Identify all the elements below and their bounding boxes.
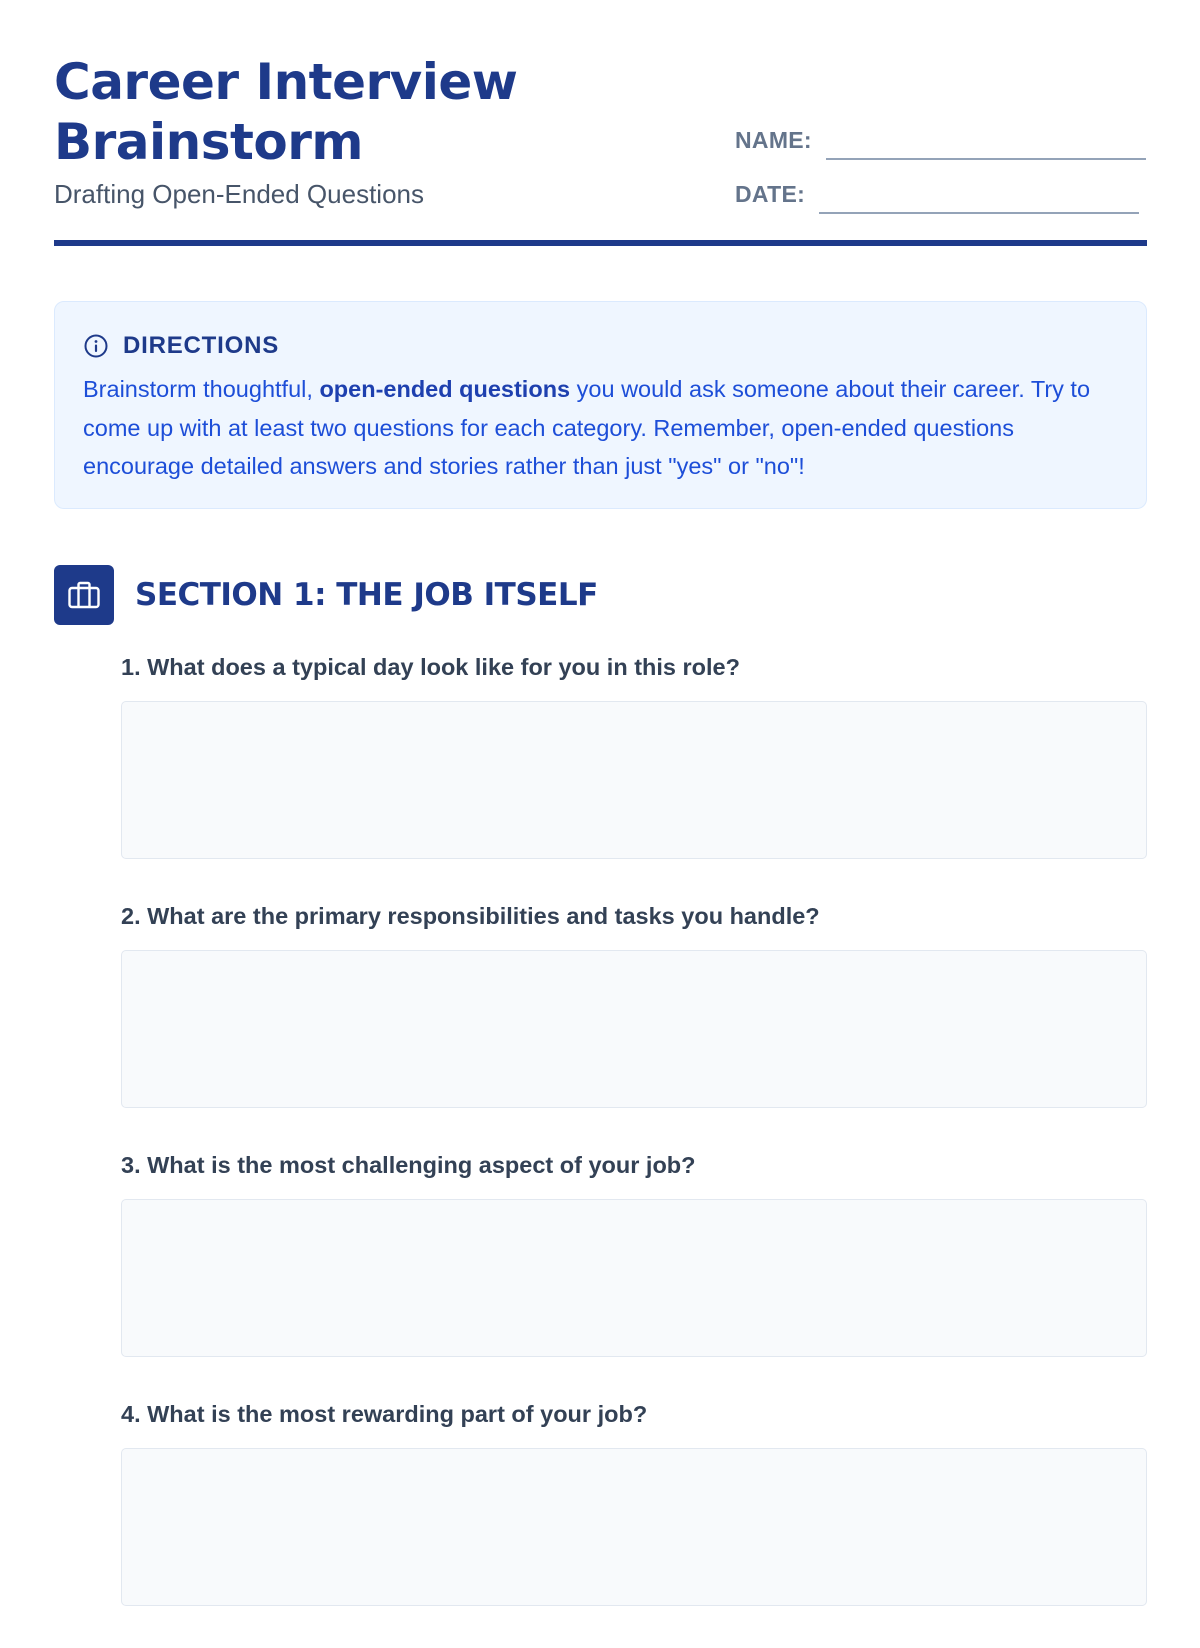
name-field: [735, 126, 1146, 154]
directions-header: [83, 330, 1118, 362]
directions-box: [54, 301, 1147, 509]
date-input-line[interactable]: [819, 212, 1139, 214]
question-label: 2. What are the primary responsibilities and tasks you handle?: [121, 903, 820, 929]
question-item: [121, 652, 1147, 859]
answer-box[interactable]: [121, 1199, 1147, 1357]
page-title: Career Interview Brainstorm: [54, 53, 518, 171]
section-1-title: SECTION 1: THE JOB ITSELF: [135, 577, 598, 613]
answer-box[interactable]: [121, 701, 1147, 859]
directions-text-before: Brainstorm thoughtful,: [83, 376, 320, 402]
answer-box[interactable]: [121, 950, 1147, 1108]
info-icon: [83, 333, 109, 359]
directions-text-bold: open-ended questions: [319, 376, 571, 402]
question-label: 3. What is the most challenging aspect of your job?: [121, 1152, 696, 1178]
answer-box[interactable]: [121, 1448, 1147, 1606]
question-item: [121, 1399, 1147, 1606]
worksheet-page: [54, 0, 1147, 1427]
worksheet-header: [54, 0, 1147, 248]
directions-text: [83, 370, 1118, 486]
directions-text-after: you would ask someone about their career. Try to come up with at least two questions for each category. Remember, open-ended questions encourage detailed answers and stories rather than just "yes" or "no"!: [83, 376, 1091, 479]
briefcase-icon: [54, 565, 114, 625]
header-divider: [54, 240, 1147, 246]
question-label: 4. What is the most rewarding part of your job?: [121, 1401, 648, 1427]
question-label: 1. What does a typical day look like for you in this role?: [121, 654, 740, 680]
section-1-header: [54, 565, 598, 625]
question-item: [121, 1150, 1147, 1357]
question-item: [121, 901, 1147, 1108]
date-field: [735, 180, 1139, 208]
name-label: NAME:: [735, 127, 812, 153]
question-list: [121, 652, 1147, 1648]
name-input-line[interactable]: [826, 158, 1146, 160]
page-subtitle: Drafting Open-Ended Questions: [54, 179, 424, 209]
date-label: DATE:: [735, 181, 806, 207]
directions-title: DIRECTIONS: [123, 332, 280, 359]
